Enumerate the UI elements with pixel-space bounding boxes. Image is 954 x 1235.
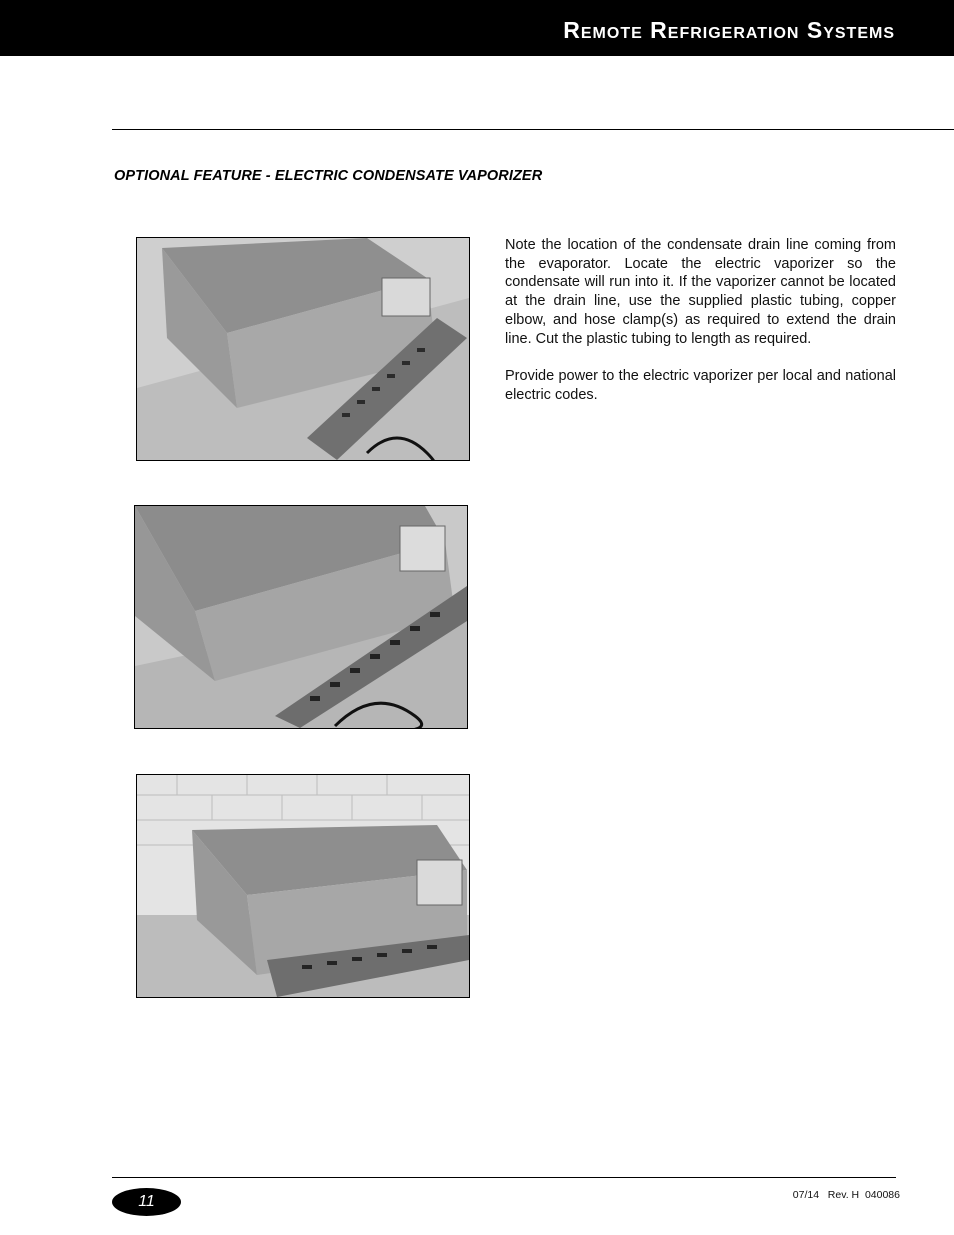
bottom-divider xyxy=(112,1177,896,1178)
instructions-text xyxy=(505,236,896,423)
photo-vaporizer-under-drain xyxy=(134,505,468,729)
page-header-title: Remote Refrigeration Systems xyxy=(563,17,895,43)
section-title: OPTIONAL FEATURE - ELECTRIC CONDENSATE VAPORIZER xyxy=(114,168,543,184)
header-bar xyxy=(0,0,954,56)
top-divider xyxy=(112,129,954,130)
photo-vaporizer-angled-view xyxy=(136,237,470,461)
instruction-paragraph-drain-line: Note the location of the condensate drain line coming from the evaporator. Locate the electric vaporizer so the condensate will run into it. If the vaporizer cannot be located at the drain line, use the supplied plastic tubing, copper elbow, and hose clamp(s) as required to extend the drain line. Cut the plastic tubing to length as required. xyxy=(505,237,896,347)
page-number-badge: 11 xyxy=(112,1188,181,1216)
photo-vaporizer-front-view xyxy=(136,774,470,998)
instruction-paragraph-power: Provide power to the electric vaporizer per local and national electric codes. xyxy=(505,367,896,403)
revision-info: 07/14 Rev. H 040086 xyxy=(792,1189,900,1201)
